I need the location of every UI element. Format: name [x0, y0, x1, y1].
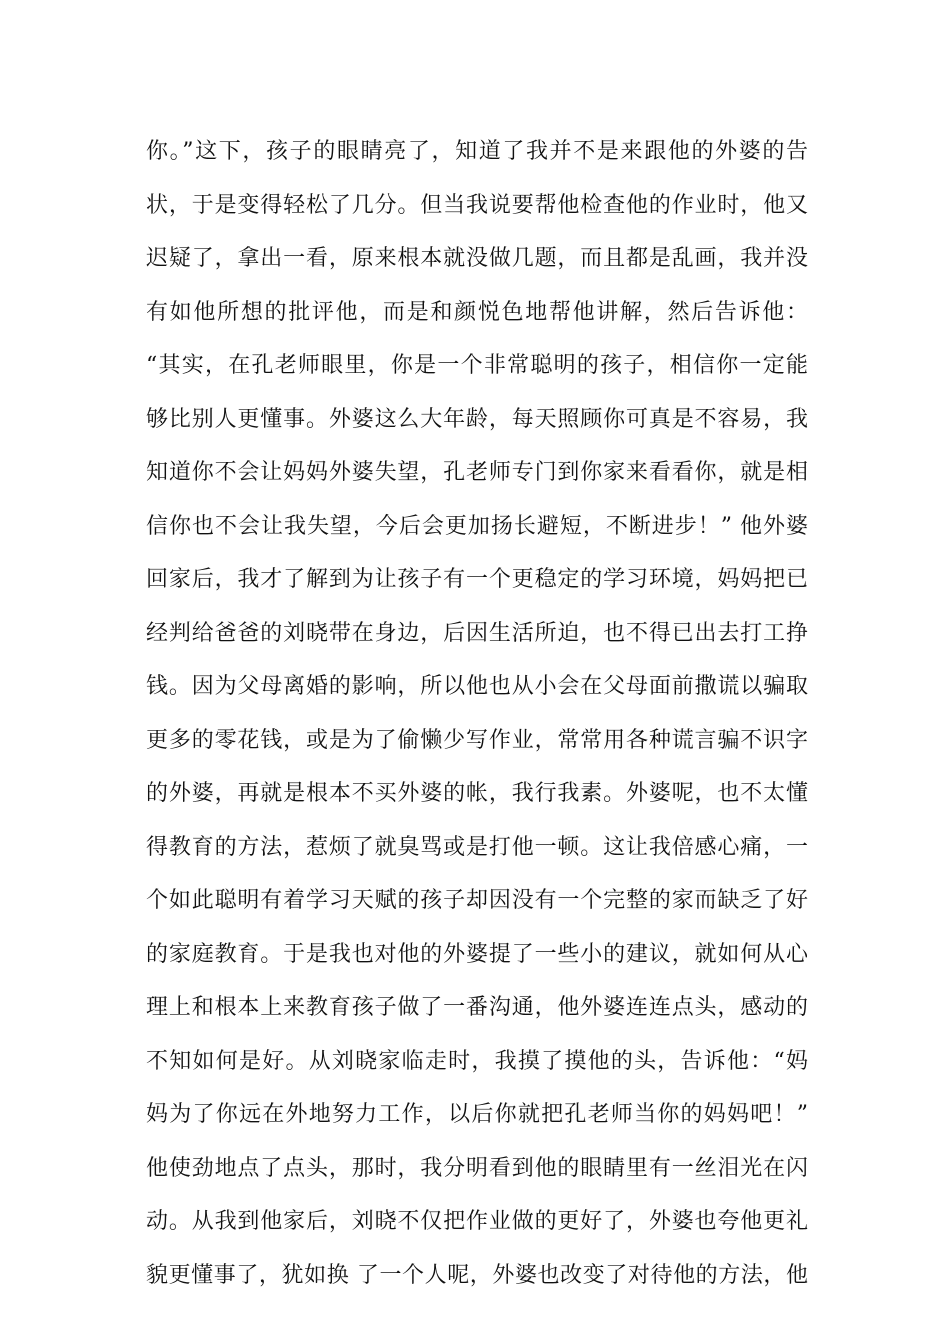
- text-line: 更多的零花钱，或是为了偷懒少写作业，常常用各种谎言骗不识字: [146, 727, 808, 753]
- text-line: 不知如何是好。从刘晓家临走时，我摸了摸他的头，告诉他：“妈: [146, 1048, 808, 1074]
- text-line: 个如此聪明有着学习天赋的孩子却因没有一个完整的家而缺乏了好: [146, 888, 808, 913]
- text-line: 经判给爸爸的刘晓带在身边，后因生活所迫，也不得已出去打工挣: [146, 620, 808, 646]
- text-line: 回家后，我才了解到为让孩子有一个更稳定的学习环境，妈妈把已: [146, 567, 808, 592]
- text-line: 状，于是变得轻松了几分。但当我说要帮他检查他的作业时，他又: [146, 192, 808, 218]
- body-text: [146, 132, 808, 1309]
- text-line: 有如他所想的批评他，而是和颜悦色地帮他讲解，然后告诉他：: [146, 299, 808, 325]
- text-line: 你。”这下，孩子的眼睛亮了，知道了我并不是来跟他的外婆的告: [146, 139, 808, 164]
- text-line: 理上和根本上来教育孩子做了一番沟通，他外婆连连点头，感动的: [146, 995, 808, 1020]
- text-line: 的外婆，再就是根本不买外婆的帐，我行我素。外婆呢，也不太懂: [146, 781, 808, 806]
- text-line: 妈为了你远在外地努力工作，以后你就把孔老师当你的妈妈吧！”: [146, 1102, 808, 1127]
- text-line: 得教育的方法，惹烦了就臭骂或是打他一顿。这让我倍感心痛，一: [146, 834, 808, 860]
- text-line: 的家庭教育。于是我也对他的外婆提了一些小的建议，就如何从心: [146, 941, 808, 967]
- text-line: 知道你不会让妈妈外婆失望，孔老师专门到你家来看看你，就是相: [146, 460, 808, 485]
- text-line: 貌更懂事了，犹如换 了一个人呢，外婆也改变了对待他的方法，他: [146, 1262, 808, 1288]
- text-line: 迟疑了，拿出一看，原来根本就没做几题，而且都是乱画，我并没: [146, 246, 808, 271]
- text-line: “其实，在孔老师眼里，你是一个非常聪明的孩子，相信你一定能: [146, 353, 808, 378]
- text-line: 动。从我到他家后，刘晓不仅把作业做的更好了，外婆也夸他更礼: [146, 1209, 808, 1234]
- text-line: 够比别人更懂事。外婆这么大年龄，每天照顾你可真是不容易，我: [146, 406, 808, 432]
- text-line: 他使劲地点了点头，那时，我分明看到他的眼睛里有一丝泪光在闪: [146, 1155, 808, 1181]
- text-line: 钱。因为父母离婚的影响，所以他也从小会在父母面前撒谎以骗取: [146, 674, 808, 699]
- text-line: 信你也不会让我失望，今后会更加扬长避短，不断进步！” 他外婆: [146, 513, 808, 539]
